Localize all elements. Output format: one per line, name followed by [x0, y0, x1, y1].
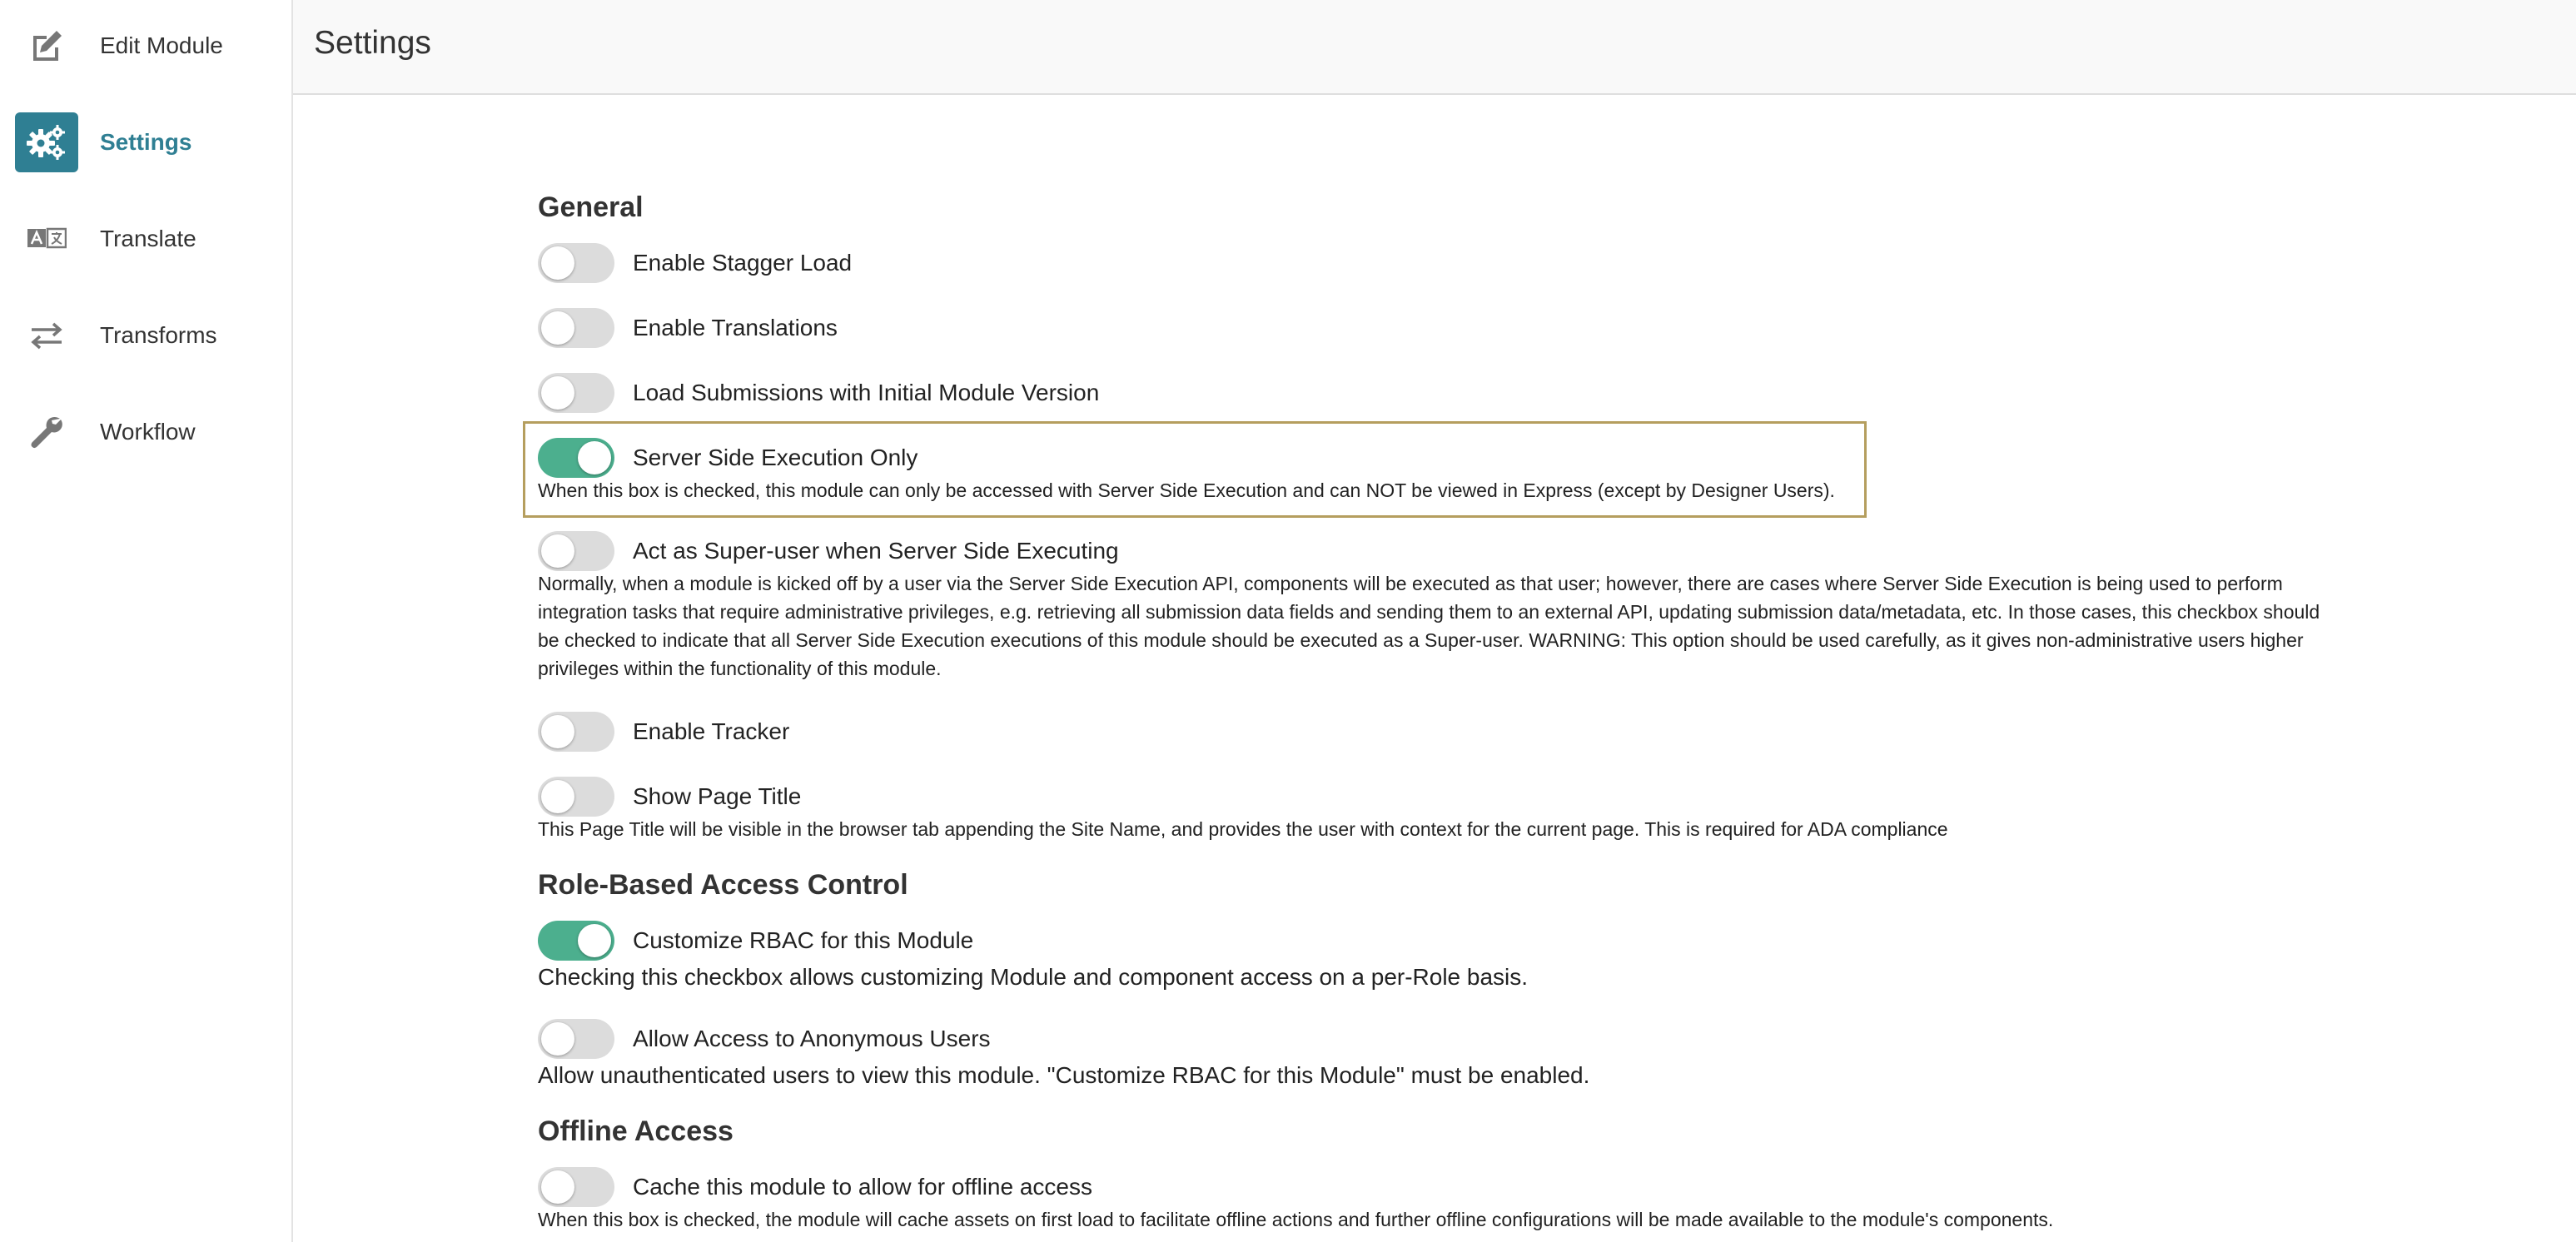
cache-module-toggle[interactable] — [538, 1167, 614, 1207]
section-title-rbac: Role-Based Access Control — [538, 869, 908, 901]
server-side-execution-only-toggle[interactable] — [538, 438, 614, 478]
sidebar-item-edit-module[interactable] — [0, 12, 291, 79]
translate-icon — [15, 209, 78, 269]
sidebar-item-settings[interactable] — [0, 109, 291, 176]
allow-anonymous-description: Allow unauthenticated users to view this module. "Customize RBAC for this Module" must be enabled. — [538, 1062, 1590, 1088]
customize-rbac-description: Checking this checkbox allows customizing Module and component access on a per-Role basis. — [538, 964, 1529, 990]
show-page-title-label: Show Page Title — [633, 783, 802, 809]
load-submissions-toggle[interactable] — [538, 373, 614, 413]
transfer-arrows-icon — [15, 306, 78, 365]
setting-load-submissions — [538, 373, 1099, 413]
act-as-superuser-description: Normally, when a module is kicked off by a user via the Server Side Execution API, components will be executed as that user; however, there are cases where Server Side Execution is being used to perform integration tasks that require administrative privileges, e.g. retrieving all submission data fields and sending them to an external API, updating submission data/metadata, etc. In those cases, this checkbox should be checked to indicate that all Server Side Execution executions of this module should be executed as a Super-user. WARNING: This option should be used carefully, as it gives non-administrative users higher privileges within the functionality of this module. — [538, 573, 2320, 679]
customize-rbac-label: Customize RBAC for this Module — [633, 927, 974, 953]
page-title: Settings — [314, 25, 431, 61]
setting-enable-translations — [538, 308, 838, 348]
allow-anonymous-label: Allow Access to Anonymous Users — [633, 1026, 991, 1051]
toggle-knob — [578, 924, 611, 957]
cache-module-description: When this box is checked, the module will cache assets on first load to facilitate offline actions and further offline configurations will be made available to the module's components. — [538, 1209, 2054, 1230]
setting-server-side-execution-only — [538, 438, 918, 478]
sidebar-item-transforms[interactable] — [0, 302, 291, 369]
show-page-title-description: This Page Title will be visible in the browser tab appending the Site Name, and provides the user with context for the current page. This is required for ADA compliance — [538, 818, 1948, 840]
enable-tracker-label: Enable Tracker — [633, 718, 790, 744]
setting-show-page-title — [538, 777, 801, 817]
act-as-superuser-toggle[interactable] — [538, 531, 614, 571]
toggle-knob — [541, 311, 574, 345]
section-title-general: General — [538, 191, 644, 223]
sidebar-item-label: Translate — [100, 226, 196, 251]
enable-stagger-load-label: Enable Stagger Load — [633, 250, 853, 276]
sidebar — [0, 0, 293, 1242]
sidebar-item-workflow[interactable] — [0, 399, 291, 465]
toggle-knob — [541, 1022, 574, 1056]
toggle-knob — [541, 534, 574, 568]
toggle-knob — [541, 780, 574, 813]
toggle-knob — [578, 441, 611, 474]
act-as-superuser-label: Act as Super-user when Server Side Executing — [633, 538, 1119, 564]
server-side-execution-only-label: Server Side Execution Only — [633, 445, 918, 470]
sidebar-item-label: Workflow — [100, 419, 196, 445]
enable-tracker-toggle[interactable] — [538, 712, 614, 752]
allow-anonymous-toggle[interactable] — [538, 1019, 614, 1059]
setting-enable-stagger-load — [538, 243, 852, 283]
setting-cache-module — [538, 1167, 1092, 1207]
sidebar-item-label: Settings — [100, 129, 192, 155]
toggle-knob — [541, 376, 574, 410]
server-side-execution-only-description: When this box is checked, this module can only be accessed with Server Side Execution and can NOT be viewed in Express (except by Designer Users). — [538, 479, 1835, 501]
edit-icon — [15, 16, 78, 76]
sidebar-item-translate[interactable] — [0, 206, 291, 272]
wrench-icon — [15, 402, 78, 462]
cache-module-label: Cache this module to allow for offline access — [633, 1174, 1092, 1200]
toggle-knob — [541, 1170, 574, 1204]
setting-enable-tracker — [538, 712, 789, 752]
toggle-knob — [541, 715, 574, 748]
load-submissions-label: Load Submissions with Initial Module Version — [633, 380, 1100, 405]
setting-customize-rbac — [538, 921, 973, 961]
gears-icon — [15, 112, 78, 172]
sidebar-item-label: Edit Module — [100, 32, 223, 58]
sidebar-item-label: Transforms — [100, 322, 217, 348]
toggle-knob — [541, 246, 574, 280]
enable-translations-label: Enable Translations — [633, 315, 838, 340]
page-header — [293, 0, 2576, 95]
enable-translations-toggle[interactable] — [538, 308, 614, 348]
customize-rbac-toggle[interactable] — [538, 921, 614, 961]
setting-act-as-superuser — [538, 531, 1119, 571]
setting-allow-anonymous — [538, 1019, 991, 1059]
section-title-offline: Offline Access — [538, 1115, 734, 1147]
show-page-title-toggle[interactable] — [538, 777, 614, 817]
enable-stagger-load-toggle[interactable] — [538, 243, 614, 283]
